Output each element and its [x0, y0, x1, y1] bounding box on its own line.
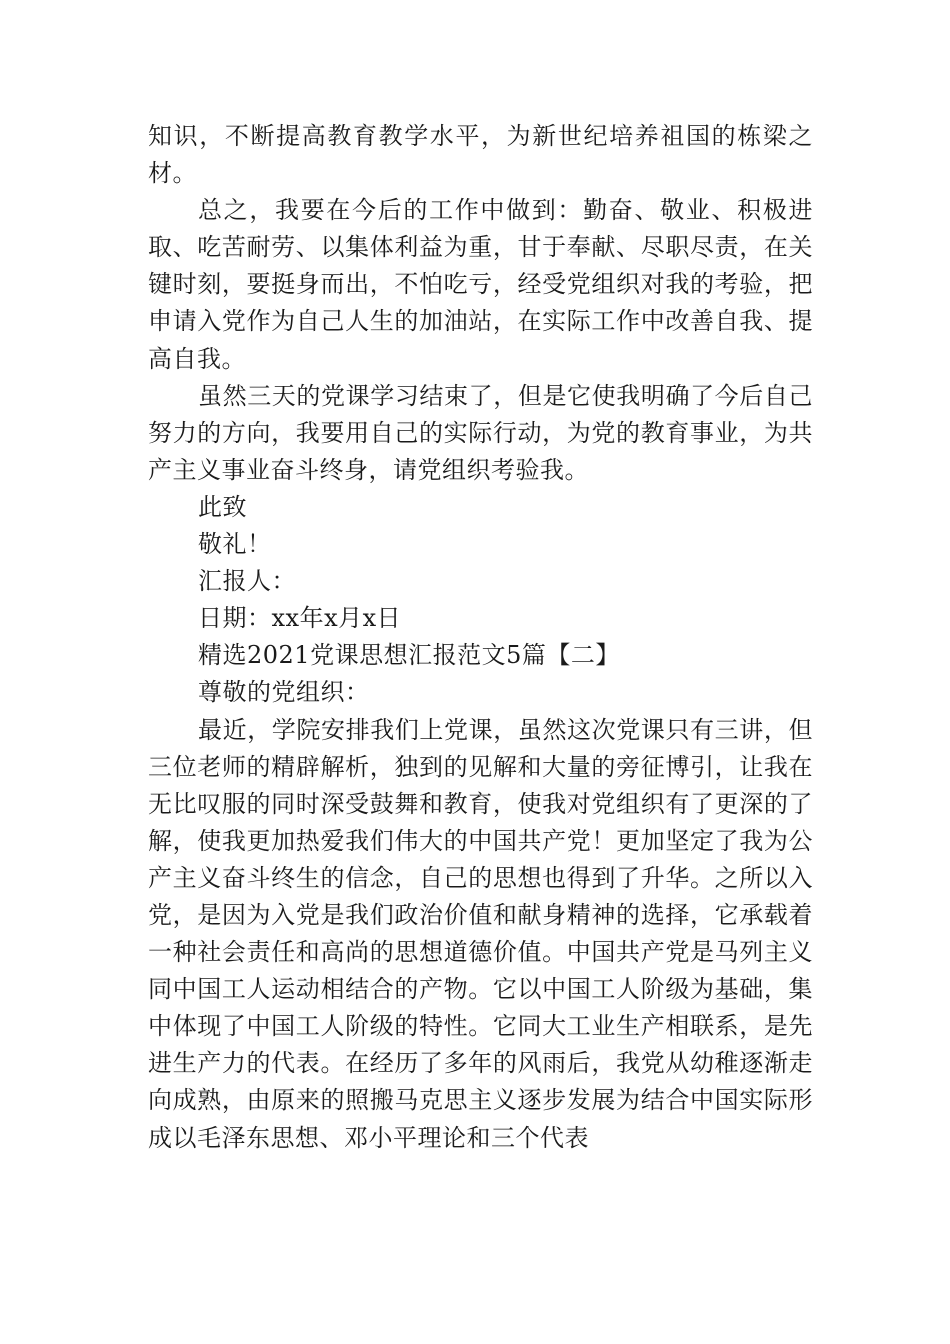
date-line: 日期：xx年x月x日 — [198, 604, 402, 633]
closing-cizhi: 此致 — [198, 492, 247, 521]
document-body — [148, 118, 813, 1157]
salutation: 尊敬的党组织： — [198, 678, 370, 707]
reporter-label: 汇报人： — [198, 567, 296, 596]
closing-jingli: 敬礼！ — [198, 530, 272, 559]
section-title: 精选2021党课思想汇报范文5篇【二】 — [198, 641, 620, 670]
paragraph-continuation: 知识，不断提高教育教学水平，为新世纪培养祖国的栋梁之材。 — [148, 122, 813, 188]
paragraph-conclusion: 虽然三天的党课学习结束了，但是它使我明确了今后自己努力的方向，我要用自己的实际行动，为党的教育事业，为共产主义事业奋斗终身，请党组织考验我。 — [148, 381, 813, 484]
paragraph-body-2: 最近，学院安排我们上党课，虽然这次党课只有三讲，但三位老师的精辟解析，独到的见解和大量的旁征博引，让我在无比叹服的同时深受鼓舞和教育，使我对党组织有了更深的了解，使我更加热爱我们伟大的中国共产党！更加坚定了我为公产主义奋斗终生的信念，自己的思想也得到了升华。之所以入党，是因为入党是我们政治价值和献身精神的选择，它承载着一种社会责任和高尚的思想道德价值。中国共产党是马列主义同中国工人运动相结合的产物。它以中国工人阶级为基础，集中体现了中国工人阶级的特性。它同大工业生产相联系，是先进生产力的代表。在经历了多年的风雨后，我党从幼稚逐渐走向成熟，由原来的照搬马克思主义逐步发展为结合中国实际形成以毛泽东思想、邓小平理论和三个代表 — [148, 715, 813, 1152]
paragraph-summary: 总之，我要在今后的工作中做到：勤奋、敬业、积极进取、吃苦耐劳、以集体利益为重，甘于奉献、尽职尽责，在关键时刻，要挺身而出，不怕吃亏，经受党组织对我的考验，把申请入党作为自己人生的加油站，在实际工作中改善自我、提高自我。 — [148, 196, 813, 373]
